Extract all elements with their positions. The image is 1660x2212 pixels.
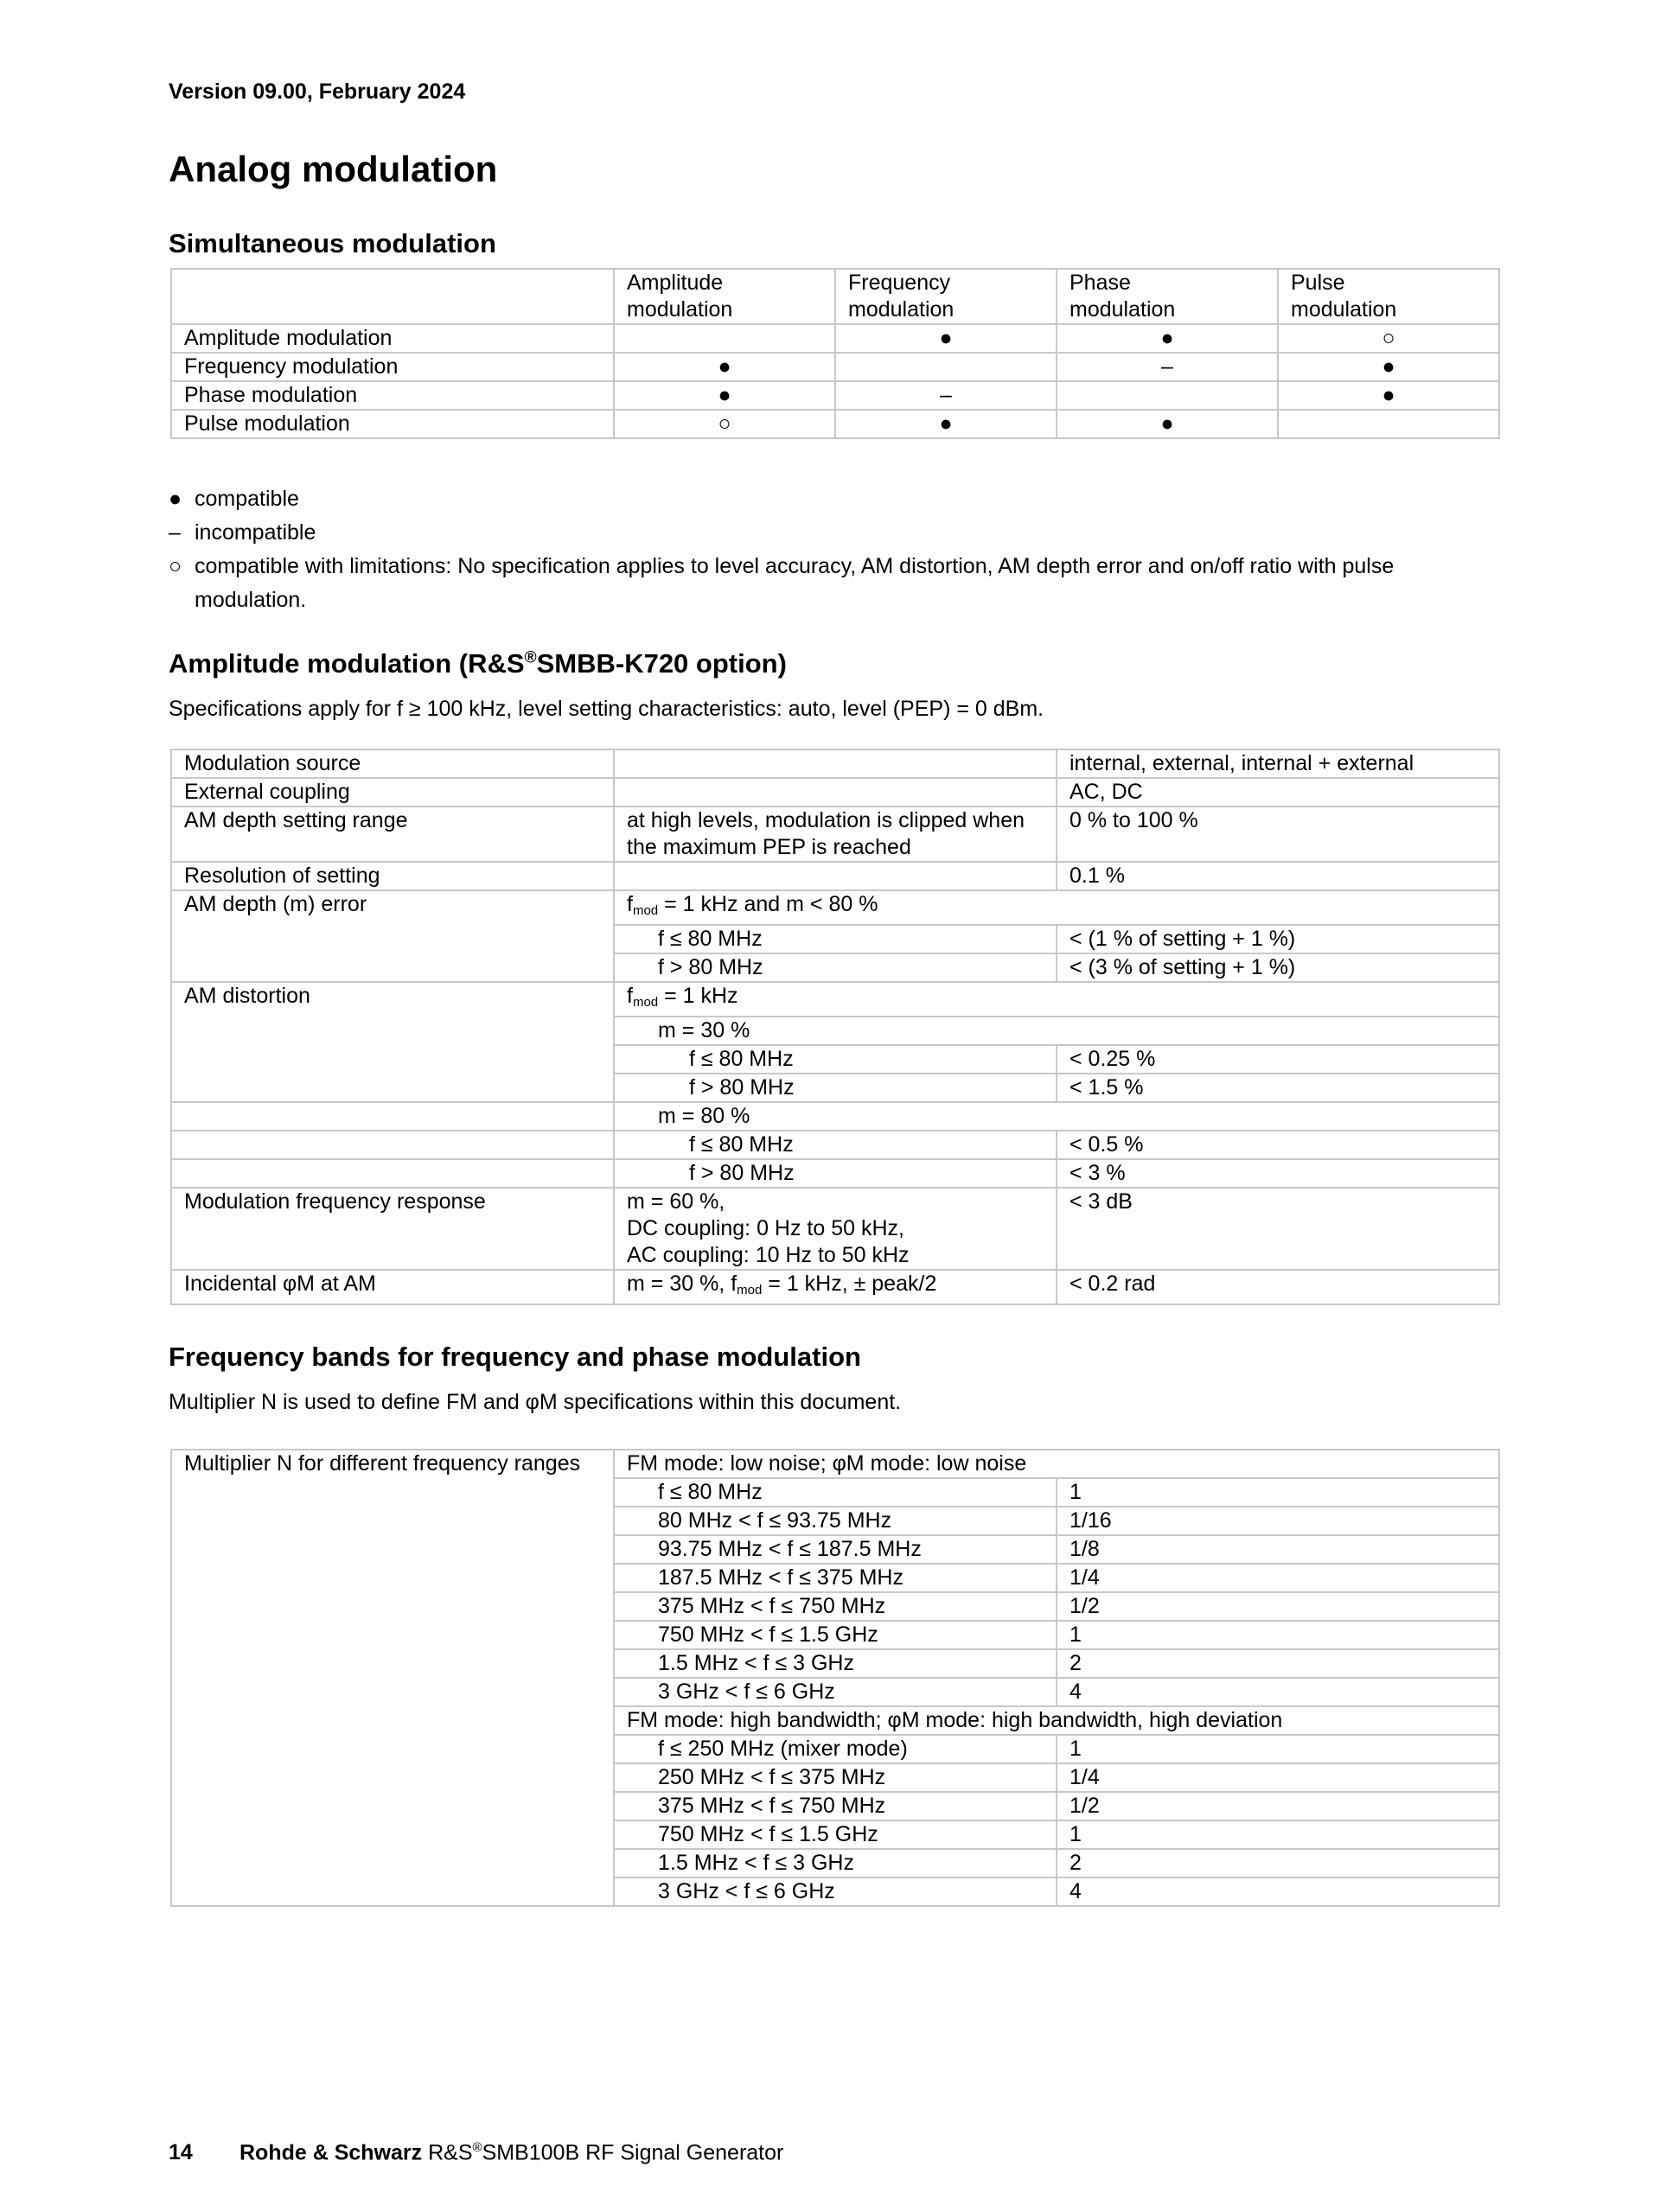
table-row: [171, 324, 1499, 353]
table-row: [171, 1131, 1499, 1159]
spec-condition: [614, 862, 1057, 890]
row-label: Amplitude modulation: [171, 324, 614, 353]
spec-value: AC, DC: [1057, 778, 1499, 806]
compatibility-cell: ●: [1057, 410, 1278, 438]
multiplier-value: 4: [1057, 1877, 1499, 1906]
spec-label: Multiplier N for different frequency ranges: [171, 1450, 614, 1906]
column-header: Pulse modulation: [1278, 269, 1499, 324]
spec-label: Incidental φM at AM: [171, 1270, 614, 1304]
spec-condition: m = 80 %: [614, 1102, 1499, 1131]
legend-item: ● compatible: [169, 482, 1440, 516]
spec-label: Resolution of setting: [171, 862, 614, 890]
document-version: Version 09.00, February 2024: [169, 80, 466, 104]
row-label: Pulse modulation: [171, 410, 614, 438]
table-row: [171, 410, 1499, 438]
compatibility-cell: ●: [614, 353, 835, 381]
spec-label: Modulation frequency response: [171, 1188, 614, 1270]
spec-value: < 0.2 rad: [1057, 1270, 1499, 1304]
spec-value: internal, external, internal + external: [1057, 749, 1499, 778]
section-title-bands: Frequency bands for frequency and phase modulation: [169, 1342, 861, 1372]
spec-label: External coupling: [171, 778, 614, 806]
brand-name: Rohde & Schwarz: [239, 2140, 423, 2165]
filled-circle-icon: ●: [169, 487, 182, 511]
multiplier-value: 4: [1057, 1678, 1499, 1706]
table-row: [171, 982, 1499, 1017]
multiplier-value: 2: [1057, 1649, 1499, 1678]
compatibility-cell: ●: [1057, 324, 1278, 353]
am-spec-table: [170, 749, 1500, 1305]
table-row: [171, 1159, 1499, 1188]
table-row: [171, 806, 1499, 862]
column-header: Phase modulation: [1057, 269, 1278, 324]
table-header-row: [171, 269, 1499, 324]
mode-heading: FM mode: low noise; φM mode: low noise: [614, 1450, 1499, 1478]
frequency-range: 93.75 MHz < f ≤ 187.5 MHz: [614, 1535, 1057, 1564]
frequency-range: 3 GHz < f ≤ 6 GHz: [614, 1877, 1057, 1906]
table-row: [171, 1270, 1499, 1304]
multiplier-value: 1: [1057, 1735, 1499, 1763]
table-row: [171, 353, 1499, 381]
spec-condition: at high levels, modulation is clipped when the maximum PEP is reached: [614, 806, 1057, 862]
spec-value: < 0.5 %: [1057, 1131, 1499, 1159]
spec-condition: $f_{mod} = 1$ kHz: [614, 982, 1499, 1017]
table-row: [171, 862, 1499, 890]
bands-intro: Multiplier N is used to define FM and φM specifications within this document.: [169, 1390, 902, 1414]
compatibility-cell: ●: [1278, 353, 1499, 381]
spec-condition: f > 80 MHz: [614, 1074, 1057, 1102]
spec-condition: m = 30 %: [614, 1017, 1499, 1045]
compatibility-cell: [835, 353, 1057, 381]
table-row: [171, 778, 1499, 806]
spec-label: AM distortion: [171, 982, 614, 1102]
spec-label: AM depth (m) error: [171, 890, 614, 982]
spec-condition: f ≤ 80 MHz: [614, 925, 1057, 953]
simultaneous-modulation-table: [170, 268, 1500, 439]
spec-value: < 3 %: [1057, 1159, 1499, 1188]
multiplier-value: 1/8: [1057, 1535, 1499, 1564]
spec-condition: f ≤ 80 MHz: [614, 1131, 1057, 1159]
frequency-range: 1.5 MHz < f ≤ 3 GHz: [614, 1849, 1057, 1877]
mode-heading: FM mode: high bandwidth; φM mode: high bandwidth, high deviation: [614, 1706, 1499, 1735]
registered-mark: ®: [472, 2140, 482, 2155]
spec-label: AM depth setting range: [171, 806, 614, 862]
compatibility-cell: ●: [835, 324, 1057, 353]
spec-condition: $f_{mod} = 1$ kHz and m < 80 %: [614, 890, 1499, 925]
compatibility-cell: ●: [835, 410, 1057, 438]
compatibility-cell: [614, 324, 835, 353]
multiplier-value: 1: [1057, 1621, 1499, 1649]
table-row: [171, 381, 1499, 410]
registered-mark: ®: [524, 648, 537, 667]
multiplier-value: 1/16: [1057, 1507, 1499, 1535]
header-corner-cell: [171, 269, 614, 324]
multiplier-value: 1: [1057, 1478, 1499, 1507]
spec-value: < 1.5 %: [1057, 1074, 1499, 1102]
compatibility-cell: ●: [1278, 381, 1499, 410]
compatibility-legend: [169, 482, 1440, 617]
frequency-range: 375 MHz < f ≤ 750 MHz: [614, 1792, 1057, 1820]
column-header: Frequency modulation: [835, 269, 1057, 324]
multiplier-value: 1/4: [1057, 1564, 1499, 1592]
compatibility-cell: ○: [1278, 324, 1499, 353]
spec-value: < (1 % of setting + 1 %): [1057, 925, 1499, 953]
compatibility-cell: ●: [614, 381, 835, 410]
multiplier-value: 2: [1057, 1849, 1499, 1877]
compatibility-cell: –: [835, 381, 1057, 410]
spec-label-empty: [171, 1102, 614, 1131]
frequency-range: 750 MHz < f ≤ 1.5 GHz: [614, 1621, 1057, 1649]
multiplier-value: 1/2: [1057, 1592, 1499, 1621]
open-circle-icon: ○: [169, 554, 182, 578]
row-label: Frequency modulation: [171, 353, 614, 381]
dash-icon: –: [169, 520, 181, 545]
spec-condition: f > 80 MHz: [614, 953, 1057, 982]
spec-condition: [614, 778, 1057, 806]
spec-value: 0.1 %: [1057, 862, 1499, 890]
page-number: 14: [169, 2140, 193, 2165]
frequency-range: 375 MHz < f ≤ 750 MHz: [614, 1592, 1057, 1621]
page-title: Analog modulation: [169, 149, 498, 189]
spec-value: < (3 % of setting + 1 %): [1057, 953, 1499, 982]
spec-value: 0 % to 100 %: [1057, 806, 1499, 862]
row-label: Phase modulation: [171, 381, 614, 410]
compatibility-cell: [1057, 381, 1278, 410]
table-row: [171, 749, 1499, 778]
frequency-range: 750 MHz < f ≤ 1.5 GHz: [614, 1820, 1057, 1849]
page-footer: 14 Rohde & Schwarz R&S®SMB100B RF Signal Generator: [169, 2140, 784, 2165]
multiplier-value: 1/4: [1057, 1763, 1499, 1792]
spec-condition: [614, 749, 1057, 778]
mode-row: [171, 1450, 1499, 1478]
spec-value: < 3 dB: [1057, 1188, 1499, 1270]
legend-item: ○ compatible with limitations: No specification applies to level accuracy, AM distortion, AM depth error and on/off ratio with pulse modulation.: [169, 550, 1440, 617]
frequency-bands-table: [170, 1449, 1500, 1907]
am-intro: Specifications apply for f ≥ 100 kHz, level setting characteristics: auto, level (PEP) = 0 dBm.: [169, 697, 1044, 721]
spec-label-empty: [171, 1131, 614, 1159]
compatibility-cell: ○: [614, 410, 835, 438]
spec-label: Modulation source: [171, 749, 614, 778]
table-row: [171, 1102, 1499, 1131]
product-name: SMB100B RF Signal Generator: [482, 2140, 784, 2165]
frequency-range: 187.5 MHz < f ≤ 375 MHz: [614, 1564, 1057, 1592]
spec-label-empty: [171, 1159, 614, 1188]
spec-value: < 0.25 %: [1057, 1045, 1499, 1074]
frequency-range: 250 MHz < f ≤ 375 MHz: [614, 1763, 1057, 1792]
frequency-range: f ≤ 80 MHz: [614, 1478, 1057, 1507]
table-row: [171, 890, 1499, 925]
compatibility-cell: –: [1057, 353, 1278, 381]
section-title-simultaneous: Simultaneous modulation: [169, 228, 496, 258]
multiplier-value: 1: [1057, 1820, 1499, 1849]
spec-condition: m = 30 %, $f_{mod} = 1$ kHz, ± peak/2: [614, 1270, 1057, 1304]
table-row: [171, 1188, 1499, 1270]
section-title-am: Amplitude modulation (R&S®SMBB-K720 option): [169, 648, 787, 679]
spec-condition: f > 80 MHz: [614, 1159, 1057, 1188]
multiplier-value: 1/2: [1057, 1792, 1499, 1820]
frequency-range: f ≤ 250 MHz (mixer mode): [614, 1735, 1057, 1763]
compatibility-cell: [1278, 410, 1499, 438]
frequency-range: 1.5 MHz < f ≤ 3 GHz: [614, 1649, 1057, 1678]
spec-condition: f ≤ 80 MHz: [614, 1045, 1057, 1074]
spec-condition: m = 60 %, DC coupling: 0 Hz to 50 kHz, AC coupling: 10 Hz to 50 kHz: [614, 1188, 1057, 1270]
column-header: Amplitude modulation: [614, 269, 835, 324]
frequency-range: 3 GHz < f ≤ 6 GHz: [614, 1678, 1057, 1706]
legend-item: – incompatible: [169, 516, 1440, 550]
frequency-range: 80 MHz < f ≤ 93.75 MHz: [614, 1507, 1057, 1535]
